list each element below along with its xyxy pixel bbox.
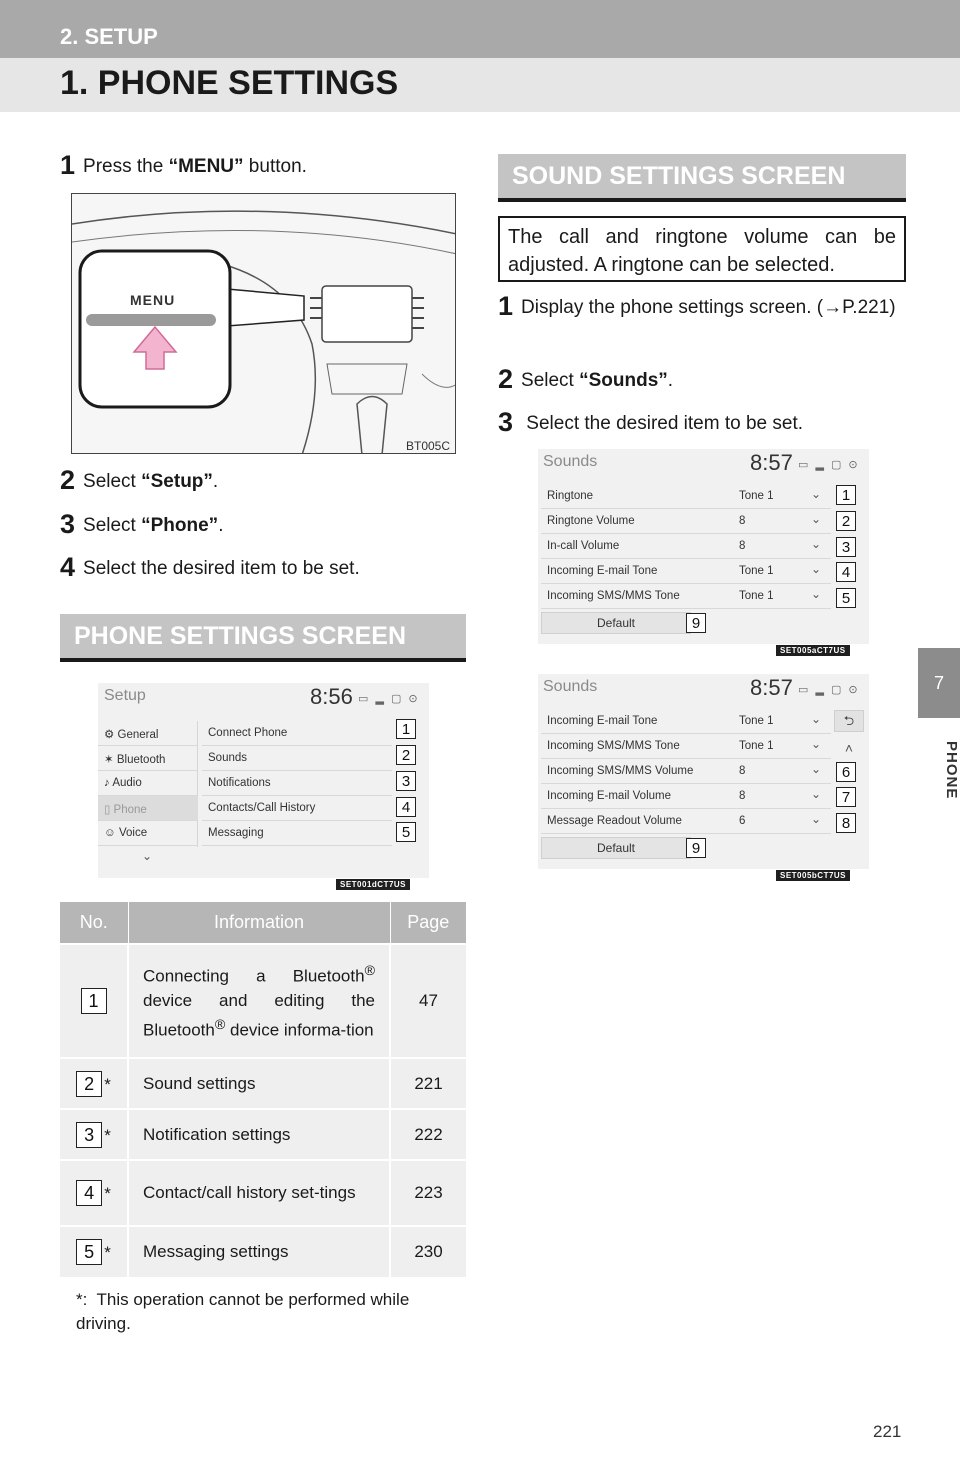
screen-title: Setup xyxy=(104,687,146,704)
callout-9: 9 xyxy=(686,838,706,858)
screen-clock: 8:57 xyxy=(750,450,793,475)
menu-button-label: MENU xyxy=(130,292,176,308)
setting-row-incoming-sms-mms-tone[interactable]: Incoming SMS/MMS Tone Tone 1 ⌄ xyxy=(541,734,831,759)
setting-row-ringtone-volume[interactable]: Ringtone Volume 8 ⌄ xyxy=(541,509,831,534)
footnote: *: This operation cannot be performed while driving. xyxy=(76,1290,410,1333)
setting-row-in-call-volume[interactable]: In-call Volume 8 ⌄ xyxy=(541,534,831,559)
phone-settings-heading: PHONE SETTINGS SCREEN xyxy=(60,614,466,662)
menu-button-figure xyxy=(71,193,456,454)
row-information: Sound settings xyxy=(128,1058,390,1109)
screen-clock: 8:57 xyxy=(750,675,793,700)
sound-settings-heading: SOUND SETTINGS SCREEN xyxy=(498,154,906,202)
chapter-tab: 7 xyxy=(918,648,960,718)
sidebar-item-audio[interactable]: ♪ Audio xyxy=(98,771,198,796)
setting-row-incoming-email-volume[interactable]: Incoming E-mail Volume 8 ⌄ xyxy=(541,784,831,809)
chevron-down-icon[interactable]: ⌄ xyxy=(811,587,822,601)
menu-item-contacts-call-history[interactable]: Contacts/Call History xyxy=(202,796,392,821)
table-row: 2 * Sound settings 221 xyxy=(60,1058,466,1109)
phone-settings-table xyxy=(60,902,466,1277)
setup-screen xyxy=(98,683,429,878)
table-row xyxy=(60,944,466,1058)
table-header-information: Information xyxy=(128,902,390,944)
callout-5: 5 xyxy=(396,822,416,842)
setting-row-incoming-sms-mms-volume[interactable]: Incoming SMS/MMS Volume 8 ⌄ xyxy=(541,759,831,784)
row-page: 223 xyxy=(390,1160,466,1226)
callout-1: 1 xyxy=(396,719,416,739)
table-header-page: Page xyxy=(390,902,466,944)
settings-sidebar xyxy=(98,721,198,863)
chevron-down-icon[interactable]: ⌄ xyxy=(811,762,822,776)
sidebar-item-bluetooth[interactable]: ✶ Bluetooth xyxy=(98,746,198,771)
phone-icon: ▯ xyxy=(104,804,111,816)
row-information: Connecting a Bluetooth® device and editing the Bluetooth® device informa-tion xyxy=(128,944,390,1058)
step-3: 3 Select “Phone”. xyxy=(60,509,224,539)
voice-icon: ☺ xyxy=(104,827,116,839)
page-title: 1. PHONE SETTINGS xyxy=(60,64,399,102)
sounds-screen-a xyxy=(538,449,869,644)
chevron-down-icon[interactable]: ⌄ xyxy=(811,712,822,726)
callout-2: 2 xyxy=(836,511,856,531)
chevron-down-icon[interactable]: ⌄ xyxy=(811,737,822,751)
callout-4: 4 xyxy=(396,797,416,817)
table-row: 5 * Messaging settings 230 xyxy=(60,1226,466,1277)
sounds-screen-b xyxy=(538,674,869,869)
menu-item-messaging[interactable]: Messaging xyxy=(202,821,392,846)
menu-item-connect-phone[interactable]: Connect Phone xyxy=(202,721,392,746)
setup-screen-code: SET001dCT7US xyxy=(336,879,410,890)
step-4: 4 Select the desired item to be set. xyxy=(60,552,360,582)
step-1: 1 Press the “MENU” button. xyxy=(60,150,307,180)
scroll-up-icon[interactable]: ˄ xyxy=(844,740,854,756)
screen-clock: 8:56 xyxy=(310,684,353,709)
setting-row-message-readout-volume[interactable]: Message Readout Volume 6 ⌄ xyxy=(541,809,831,834)
row-information: Contact/call history set-tings xyxy=(128,1160,390,1226)
callout-3: 3 xyxy=(836,537,856,557)
chevron-down-icon[interactable]: ⌄ xyxy=(811,512,822,526)
row-information: Messaging settings xyxy=(128,1226,390,1277)
status-icons: ▭ ▂ ▢ ⊙ xyxy=(358,693,420,705)
row-page: 221 xyxy=(390,1058,466,1109)
chapter-label: PHONE xyxy=(943,740,960,800)
page-number: 221 xyxy=(873,1422,902,1441)
default-button[interactable]: Default xyxy=(541,837,691,859)
sound-step-3: 3 Select the desired item to be set. xyxy=(498,407,804,437)
callout-7: 7 xyxy=(836,787,856,807)
callout-6: 6 xyxy=(836,762,856,782)
item-number: 5 xyxy=(76,1239,102,1265)
row-information: Notification settings xyxy=(128,1109,390,1160)
back-icon[interactable]: ⮌ xyxy=(834,710,864,732)
default-button[interactable]: Default xyxy=(541,612,691,634)
setting-row-incoming-email-tone[interactable]: Incoming E-mail Tone Tone 1 ⌄ xyxy=(541,709,831,734)
sounds-screen-a-code: SET005aCT7US xyxy=(776,645,850,656)
chevron-down-icon[interactable]: ⌄ xyxy=(811,787,822,801)
sounds-screen-b-code: SET005bCT7US xyxy=(776,870,850,881)
table-row: 3 * Notification settings 222 xyxy=(60,1109,466,1160)
menu-item-sounds[interactable]: Sounds xyxy=(202,746,392,771)
callout-2: 2 xyxy=(396,745,416,765)
item-number: 3 xyxy=(76,1122,102,1148)
section-label: 2. SETUP xyxy=(60,24,158,49)
sound-step-2: 2 Select “Sounds”. xyxy=(498,364,674,394)
sound-settings-intro: The call and ringtone volume can be adjusted. A ringtone can be selected. xyxy=(498,216,906,282)
sound-step-1: 1 Display the phone settings screen. (→P.221) xyxy=(498,291,896,321)
item-number: 4 xyxy=(76,1180,102,1206)
row-page: 222 xyxy=(390,1109,466,1160)
music-note-icon: ♪ xyxy=(104,777,110,789)
menu-item-notifications[interactable]: Notifications xyxy=(202,771,392,796)
screen-title: Sounds xyxy=(543,453,598,470)
sidebar-item-voice[interactable]: ☺ Voice xyxy=(98,821,198,846)
status-icons: ▭ ▂ ▢ ⊙ xyxy=(798,684,860,696)
figure-code: BT005C xyxy=(406,439,451,453)
callout-1: 1 xyxy=(836,485,856,505)
chevron-down-icon[interactable]: ⌄ xyxy=(811,562,822,576)
chevron-down-icon[interactable]: ⌄ xyxy=(811,812,822,826)
item-number: 1 xyxy=(81,988,107,1014)
callout-5: 5 xyxy=(836,588,856,608)
gear-icon: ⚙ xyxy=(104,729,115,741)
chevron-down-icon[interactable]: ⌄ xyxy=(811,537,822,551)
item-number: 2 xyxy=(76,1071,102,1097)
dashboard-illustration xyxy=(72,194,456,454)
setting-row-incoming-sms-mms-tone[interactable]: Incoming SMS/MMS Tone Tone 1 ⌄ xyxy=(541,584,831,609)
bluetooth-icon: ✶ xyxy=(104,754,114,766)
callout-8: 8 xyxy=(836,813,856,833)
table-header-no: No. xyxy=(60,902,128,944)
screen-title: Sounds xyxy=(543,678,598,695)
callout-3: 3 xyxy=(396,771,416,791)
table-row: 4 * Contact/call history set-tings 223 xyxy=(60,1160,466,1226)
chevron-down-icon[interactable]: ⌄ xyxy=(811,487,822,501)
step-2: 2 Select “Setup”. xyxy=(60,465,219,495)
setting-row-ringtone[interactable]: Ringtone Tone 1 ⌄ xyxy=(541,484,831,509)
callout-4: 4 xyxy=(836,562,856,582)
row-page: 47 xyxy=(390,944,466,1058)
scroll-down-icon[interactable]: ⌄ xyxy=(142,849,153,863)
row-page: 230 xyxy=(390,1226,466,1277)
status-icons: ▭ ▂ ▢ ⊙ xyxy=(798,459,860,471)
callout-9: 9 xyxy=(686,613,706,633)
sidebar-item-general[interactable]: ⚙ General xyxy=(98,721,198,746)
setting-row-incoming-email-tone[interactable]: Incoming E-mail Tone Tone 1 ⌄ xyxy=(541,559,831,584)
sidebar-item-phone[interactable]: ▯ Phone xyxy=(98,796,198,821)
